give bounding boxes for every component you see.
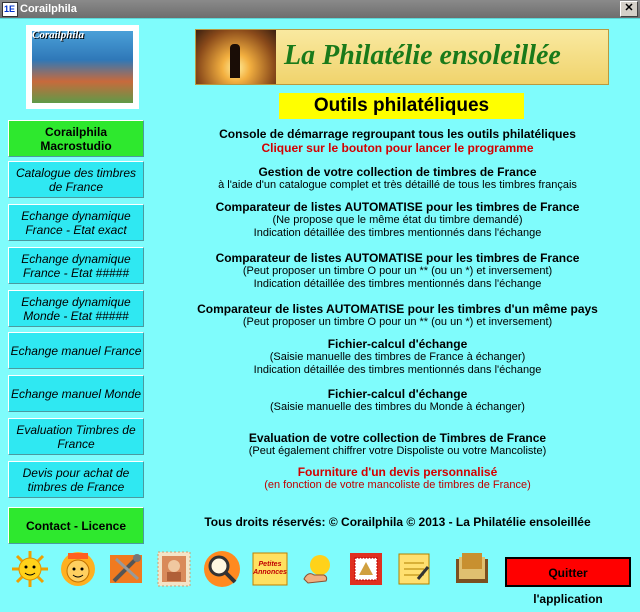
title-bar [0,0,640,18]
desc-comparateur-france [160,251,635,291]
desc-sub: (Peut proposer un timbre O pour un ** (ou un *) et inversement) [242,316,553,328]
tools-icon[interactable] [106,549,146,589]
desc-title: Comparateur de listes AUTOMATISE pour les timbres de France [215,251,580,265]
app-icon [2,2,18,17]
desc-sub: (Peut proposer un timbre O pour un ** (ou un *) et inversement) [242,265,553,277]
desc-sub: (Saisie manuelle des timbres du Monde à échanger) [270,401,525,413]
desc-title: Comparateur de listes AUTOMATISE pour les timbres de France [215,200,580,214]
desc-red: Cliquer sur le bouton pour lancer le programme [261,141,534,155]
desc-macrostudio [160,127,635,155]
quit-button[interactable]: Quitter l'application [505,557,631,587]
sun-face-icon[interactable] [58,549,98,589]
magnifier-icon[interactable] [202,549,242,589]
petites-annonces-icon[interactable] [250,549,290,589]
desc-title: Gestion de votre collection de timbres de France [258,165,537,179]
book-icon[interactable] [452,549,492,589]
desc-comparateur-pays [160,302,635,329]
desc-sub: Indication détaillée des timbres mentionnés dans l'échange [253,278,542,290]
desc-title: Fichier-calcul d'échange [327,337,468,351]
desc-title: Evaluation de votre collection de Timbres de France [248,431,547,445]
desc-sub: à l'aide d'un catalogue complet et très détaillé de tous les timbres français [218,179,577,191]
nav-button-devis[interactable]: Devis pour achat de timbres de France [8,461,144,498]
desc-catalogue [160,165,635,192]
nav-button-evaluation[interactable]: Evaluation Timbres de France [8,418,144,455]
desc-sub: Indication détaillée des timbres mentionnés dans l'échange [253,364,542,376]
nav-button-echange-france-exact[interactable]: Echange dynamique France - Etat exact [8,204,144,241]
desc-fichier-monde [160,387,635,414]
desc-title: Console de démarrage regroupant tous les outils philatéliques [219,127,576,141]
desc-sub: (Saisie manuelle des timbres de France à échanger) [269,351,526,363]
desc-fichier-france [160,337,635,377]
app-icon-text: 1E [4,4,16,14]
stamp-portrait-icon[interactable] [154,549,194,589]
desc-sub: Indication détaillée des timbres mentionnés dans l'échange [253,227,542,239]
petites-annonces-label: Petites Annonces [253,561,287,576]
window-title: Corailphila [20,3,77,15]
nav-button-catalogue[interactable]: Catalogue des timbres de France [8,161,144,198]
desc-sub: (Peut également chiffrer votre Dispoliste ou votre Mancoliste) [248,445,547,457]
close-button[interactable]: ✕ [620,1,638,17]
nav-button-corailphila[interactable]: Corailphila Macrostudio [8,120,144,157]
page-heading: Outils philatéliques [279,93,524,119]
hand-pointer-icon[interactable] [298,549,338,589]
banner-title: La Philatélie ensoleillée [284,40,561,71]
desc-red-sub: (en fonction de votre mancoliste de timbres de France) [264,479,531,491]
nav-button-echange-monde[interactable]: Echange dynamique Monde - Etat ##### [8,290,144,327]
nav-button-manuel-monde[interactable]: Echange manuel Monde [8,375,144,412]
nav-button-contact[interactable]: Contact - Licence [8,507,144,544]
copyright: Tous droits réservés: © Corailphila © 2013 - La Philatélie ensoleillée [204,515,591,529]
desc-red-title: Fourniture d'un devis personnalisé [297,465,498,479]
sun-icon[interactable] [10,549,50,589]
desc-comparateur-exact [160,200,635,240]
nav-button-echange-france-etat[interactable]: Echange dynamique France - Etat ##### [8,247,144,284]
logo-label: Corailphila [32,29,84,41]
corailphila-logo [26,25,139,109]
stamp-frame-icon[interactable] [346,549,386,589]
main-window [0,18,640,606]
desc-evaluation [160,431,635,458]
desc-title: Comparateur de listes AUTOMATISE pour les timbres d'un même pays [197,302,598,316]
desc-sub: (Ne propose que le même état du timbre demandé) [272,214,523,226]
desc-devis [160,465,635,492]
banner [195,29,609,85]
notepad-icon[interactable] [394,549,434,589]
nav-button-manuel-france[interactable]: Echange manuel France [8,332,144,369]
desc-title: Fichier-calcul d'échange [327,387,468,401]
sunset-image [196,30,276,84]
